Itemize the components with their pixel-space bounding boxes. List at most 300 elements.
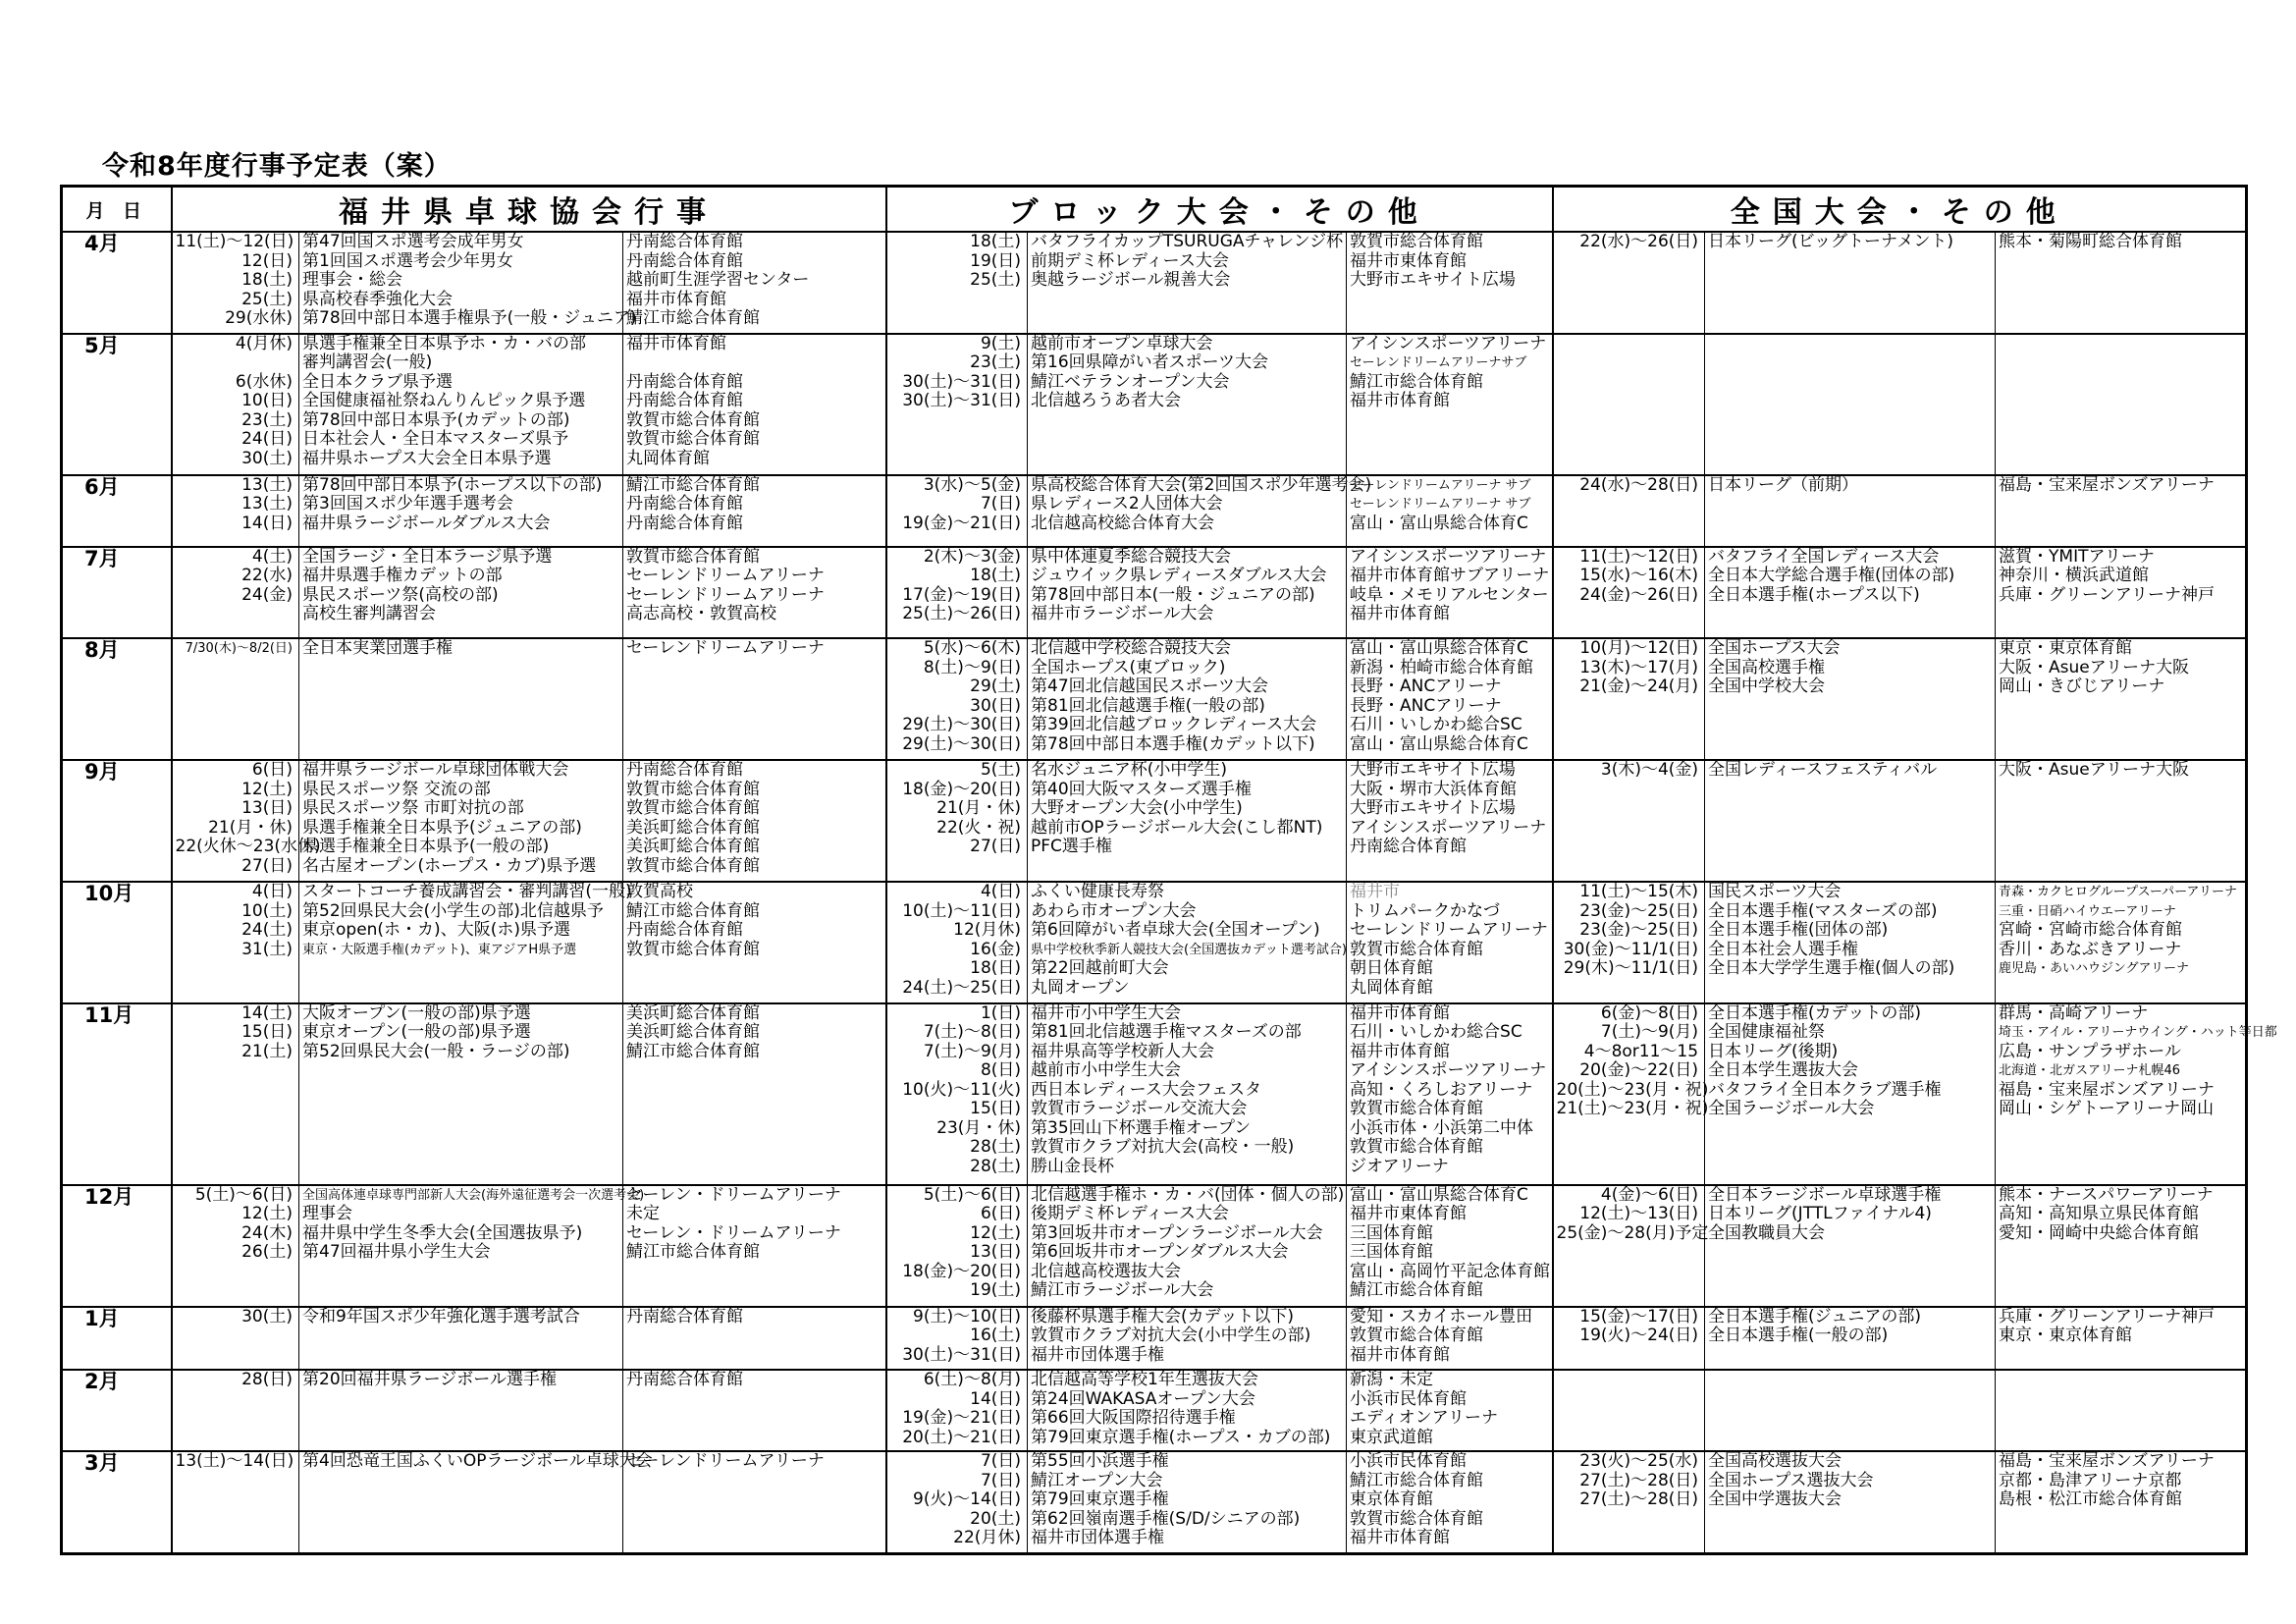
national-venue: 大阪・Asueアリーナ大阪 bbox=[1999, 657, 2190, 677]
block-venue: 富山・富山県総合体育C bbox=[1350, 513, 1528, 533]
block-event: 第16回県障がい者スポーツ大会 bbox=[1031, 352, 1268, 373]
fukui-date: 30(土) bbox=[241, 448, 293, 468]
fukui-event: 第78回中部日本県予(カデットの部) bbox=[302, 409, 570, 430]
block-date: 24(土)～25(日) bbox=[902, 977, 1022, 998]
fukui-venue: 敦賀市総合体育館 bbox=[626, 855, 760, 876]
block-date: 8(日) bbox=[980, 1060, 1022, 1081]
block-date: 30(土)～31(日) bbox=[902, 391, 1022, 411]
block-event: 後藤杯県選手権大会(カデット以下) bbox=[1031, 1306, 1294, 1326]
fukui-venue: 丹南総合体育館 bbox=[626, 232, 743, 251]
block-event: 第3回坂井市オープンラージボール大会 bbox=[1031, 1222, 1323, 1243]
national-venue: 島根・松江市総合体育館 bbox=[1999, 1489, 2183, 1510]
schedule-table bbox=[60, 185, 2277, 1555]
block-date: 4(日) bbox=[980, 882, 1022, 902]
fukui-date: 13(土) bbox=[241, 474, 293, 495]
national-event: バタフライ全国レディース大会 bbox=[1708, 546, 1940, 567]
national-event: 全日本選手権(一般の部) bbox=[1708, 1326, 1889, 1346]
block-venue: 石川・いしかわ総合SC bbox=[1350, 715, 1522, 735]
block-event: 全国ホープス(東ブロック) bbox=[1031, 657, 1226, 677]
fukui-venue: 鯖江市総合体育館 bbox=[626, 1242, 760, 1263]
national-date: 3(木)～4(金) bbox=[1600, 760, 1699, 781]
national-event: 全国中学選抜大会 bbox=[1708, 1489, 1842, 1510]
block-event-cell bbox=[1028, 1307, 1347, 1371]
national-venue-cell bbox=[1996, 1370, 2247, 1451]
block-event-cell bbox=[1028, 882, 1347, 1003]
fukui-venue: 越前町生涯学習センター bbox=[626, 270, 810, 290]
fukui-event: 県高校春季強化大会 bbox=[302, 289, 453, 309]
national-date: 7(土)～9(月) bbox=[1600, 1022, 1699, 1043]
block-date: 10(土)～11(日) bbox=[902, 900, 1022, 921]
fukui-event: 東京オープン(一般の部)県予選 bbox=[302, 1022, 531, 1043]
national-date: 20(土)～23(月・祝) bbox=[1556, 1079, 1709, 1100]
block-event: 福井市ラージボール大会 bbox=[1031, 604, 1214, 624]
block-date: 30(日) bbox=[970, 695, 1022, 716]
national-venue: 大阪・Asueアリーナ大阪 bbox=[1999, 760, 2190, 781]
national-venue: 滋賀・YMITアリーナ bbox=[1999, 546, 2155, 567]
national-venue-cell bbox=[1996, 882, 2247, 1003]
block-date: 20(土) bbox=[970, 1508, 1022, 1529]
fukui-event: 大阪オープン(一般の部)県予選 bbox=[302, 1002, 531, 1023]
national-venue: 岡山・きびじアリーナ bbox=[1999, 677, 2165, 697]
block-date: 25(土)～26(日) bbox=[902, 604, 1022, 624]
fukui-date: 4(土) bbox=[251, 546, 293, 567]
block-date: 12(月休) bbox=[953, 920, 1022, 941]
block-date: 18(日) bbox=[970, 958, 1022, 979]
fukui-venue: 敦賀市総合体育館 bbox=[626, 939, 760, 959]
block-event: 第66回大阪国際招待選手権 bbox=[1031, 1408, 1236, 1429]
fukui-event-cell bbox=[299, 475, 623, 547]
block-date-cell bbox=[886, 1370, 1028, 1451]
block-event: 北信越ろうあ者大会 bbox=[1031, 391, 1182, 411]
block-event-cell bbox=[1028, 760, 1347, 882]
fukui-event-cell bbox=[299, 1370, 623, 1451]
block-date: 22(火・祝) bbox=[936, 817, 1022, 838]
block-date: 1(日) bbox=[980, 1002, 1022, 1023]
national-event: 全国中学校大会 bbox=[1708, 677, 1826, 697]
national-date: 12(土)～13(日) bbox=[1579, 1204, 1699, 1224]
block-venue-cell bbox=[1347, 882, 1553, 1003]
month-label: 2月 bbox=[62, 1370, 172, 1451]
national-venue-cell bbox=[1996, 638, 2247, 760]
fukui-date: 5(土)～6(日) bbox=[194, 1184, 293, 1205]
national-event: 日本リーグ(JTTLファイナル4) bbox=[1708, 1204, 1932, 1224]
block-venue: 石川・いしかわ総合SC bbox=[1350, 1022, 1522, 1043]
block-event: PFC選手権 bbox=[1031, 837, 1112, 857]
fukui-event: 第4回恐竜王国ふくいOPラージボール卓球大会 bbox=[302, 1451, 653, 1472]
block-venue-cell bbox=[1347, 232, 1553, 334]
block-event: 第22回越前町大会 bbox=[1031, 958, 1169, 979]
block-date: 27(日) bbox=[970, 837, 1022, 857]
block-event: 北信越高校総合体育大会 bbox=[1031, 513, 1215, 533]
fukui-event: 東京・大阪選手権(カデット)、東アジアH県予選 bbox=[302, 942, 577, 957]
national-event: 全国高校選手権 bbox=[1708, 657, 1826, 677]
fukui-venue-cell bbox=[623, 882, 886, 1003]
schedule-body bbox=[62, 232, 2277, 1554]
fukui-date: 27(日) bbox=[241, 855, 293, 876]
fukui-event: 県選手権兼全日本県予(ジュニアの部) bbox=[302, 817, 582, 838]
national-venue-cell bbox=[1996, 1451, 2247, 1553]
national-event: 国民スポーツ大会 bbox=[1708, 882, 1842, 902]
block-event: 奥越ラージボール親善大会 bbox=[1031, 270, 1231, 290]
block-venue-cell bbox=[1347, 334, 1553, 475]
national-event: バタフライ全日本クラブ選手権 bbox=[1708, 1079, 1942, 1100]
block-venue: 大野市エキサイト広場 bbox=[1350, 760, 1516, 781]
block-venue-cell bbox=[1347, 760, 1553, 882]
block-venue: 福井市東体育館 bbox=[1350, 1204, 1468, 1224]
national-date-cell bbox=[1553, 1370, 1705, 1451]
fukui-date: 14(日) bbox=[241, 513, 293, 533]
fukui-event: 福井県選手権カデットの部 bbox=[302, 566, 503, 586]
month-label: 4月 bbox=[62, 232, 172, 334]
national-venue: 北海道・北ガスアリーナ札幌46 bbox=[1999, 1063, 2181, 1079]
block-date: 19(日) bbox=[970, 250, 1022, 271]
block-date-cell bbox=[886, 232, 1028, 334]
national-date: 15(水)～16(木) bbox=[1579, 566, 1699, 586]
fukui-venue: 敦賀高校 bbox=[626, 882, 693, 902]
national-venue-cell bbox=[1996, 1307, 2247, 1371]
fukui-event: 理事会 bbox=[302, 1204, 352, 1224]
national-event: 全日本選手権(団体の部) bbox=[1708, 920, 1889, 941]
block-event: 越前市オープン卓球大会 bbox=[1031, 333, 1213, 353]
block-event: 県高校総合体育大会(第2回国スポ少年選考会) bbox=[1031, 474, 1372, 495]
national-date-cell bbox=[1553, 1184, 1709, 1307]
month-row bbox=[62, 1307, 2247, 1371]
block-event: 県中体連夏季総合競技大会 bbox=[1031, 546, 1232, 567]
block-event: 敦賀市ラージボール交流大会 bbox=[1031, 1099, 1248, 1119]
fukui-venue: 美浜町総合体育館 bbox=[626, 817, 760, 838]
block-event: 福井市小中学生大会 bbox=[1031, 1002, 1182, 1023]
fukui-date: 25(土) bbox=[241, 289, 293, 309]
block-date-cell bbox=[886, 882, 1028, 1003]
block-date: 30(土)～31(日) bbox=[902, 371, 1022, 392]
national-event: 全国健康福祉祭 bbox=[1708, 1022, 1826, 1043]
block-date: 18(金)～20(日) bbox=[902, 779, 1022, 799]
fukui-venue: 丹南総合体育館 bbox=[626, 760, 743, 781]
national-date: 29(木)～11/1(日) bbox=[1563, 958, 1699, 979]
block-venue: 敦賀市総合体育館 bbox=[1350, 939, 1484, 959]
fukui-venue: 美浜町総合体育館 bbox=[626, 837, 760, 857]
fukui-date bbox=[176, 605, 294, 624]
block-date: 28(土) bbox=[970, 1156, 1022, 1176]
national-event: 全日本ラージボール卓球選手権 bbox=[1708, 1184, 1942, 1205]
block-date: 7(日) bbox=[980, 1451, 1022, 1472]
national-event-cell bbox=[1705, 1370, 1996, 1451]
month-label: 10月 bbox=[62, 882, 172, 1003]
fukui-event: 第78回中部日本選手権県予(一般・ジュニア) bbox=[302, 308, 637, 328]
block-event-cell bbox=[1028, 232, 1347, 334]
national-venue: 熊本・ナースパワーアリーナ bbox=[1999, 1184, 2214, 1205]
fukui-date: 21(土) bbox=[241, 1041, 293, 1061]
header-fukui-events: 福井県卓球協会行事 bbox=[172, 187, 886, 233]
block-venue: エディオンアリーナ bbox=[1350, 1408, 1498, 1429]
block-date: 20(土)～21(日) bbox=[902, 1427, 1022, 1447]
fukui-date: 13(日) bbox=[241, 798, 293, 819]
national-event: 全国ラージボール大会 bbox=[1708, 1099, 1875, 1119]
block-date: 7(日) bbox=[980, 494, 1022, 514]
national-venue: 神奈川・横浜武道館 bbox=[1999, 566, 2150, 586]
national-venue: 鹿児島・あいハウジングアリーナ bbox=[1999, 961, 2189, 977]
fukui-date: 24(木) bbox=[241, 1222, 293, 1243]
national-event-cell bbox=[1705, 334, 1996, 475]
block-venue: 鯖江市総合体育館 bbox=[1350, 1470, 1484, 1490]
national-venue: 兵庫・グリーンアリーナ神戸 bbox=[1999, 584, 2216, 605]
national-venue: 広島・サンプラザホール bbox=[1999, 1041, 2181, 1061]
national-event: 日本リーグ(後期) bbox=[1708, 1041, 1839, 1061]
block-venue: 新潟・柏崎市総合体育館 bbox=[1350, 657, 1534, 677]
block-venue: 三国体育館 bbox=[1350, 1222, 1434, 1243]
block-venue: 福井市体育館 bbox=[1350, 1041, 1451, 1061]
block-venue: 長野・ANCアリーナ bbox=[1350, 677, 1502, 697]
block-date: 14(日) bbox=[970, 1388, 1022, 1409]
national-date-cell bbox=[1553, 547, 1705, 639]
block-venue: 大阪・堺市大浜体育館 bbox=[1350, 779, 1518, 799]
block-event: 第78回中部日本選手権(カデット以下) bbox=[1031, 733, 1315, 754]
fukui-date: 13(土)～14(日) bbox=[175, 1451, 294, 1472]
national-event-cell bbox=[1705, 882, 1996, 1003]
month-row bbox=[62, 882, 2247, 1003]
fukui-event-cell bbox=[299, 638, 623, 760]
national-date-cell bbox=[1553, 1002, 1709, 1185]
fukui-venue: セーレンドリームアリーナ bbox=[626, 566, 825, 586]
block-event: 鯖江オープン大会 bbox=[1031, 1470, 1163, 1490]
block-date: 29(土)～30(日) bbox=[902, 733, 1022, 754]
fukui-event: 県選手権兼全日本県予ホ・カ・バの部 bbox=[302, 333, 586, 353]
block-venue: トリムパークかなづ bbox=[1350, 900, 1501, 921]
fukui-date: 15(日) bbox=[241, 1022, 293, 1043]
block-event: あわら市オープン大会 bbox=[1031, 900, 1197, 921]
national-event-cell bbox=[1705, 232, 1996, 334]
month-label: 7月 bbox=[62, 547, 172, 639]
block-date-cell bbox=[886, 334, 1028, 475]
block-event: 福井県高等学校新人大会 bbox=[1031, 1041, 1215, 1061]
block-venue: 愛知・スカイホール豊田 bbox=[1350, 1306, 1533, 1326]
month-row bbox=[62, 1370, 2247, 1451]
block-venue-cell bbox=[1347, 638, 1553, 760]
fukui-event: 全国健康福祉祭ねんりんピック県予選 bbox=[302, 391, 586, 411]
block-event: 前期デミ杯レディース大会 bbox=[1031, 250, 1229, 271]
national-venue: 青森・カクヒログループスーパーアリーナ bbox=[1999, 885, 2238, 900]
fukui-event: 第52回県民大会(小学生の部)北信越県予 bbox=[302, 900, 604, 921]
block-date: 29(土)～30(日) bbox=[902, 715, 1022, 735]
fukui-venue: 敦賀市総合体育館 bbox=[626, 409, 760, 430]
block-venue: 富山・富山県総合体育C bbox=[1350, 733, 1528, 754]
block-event: ジュウイック県レディースダブルス大会 bbox=[1031, 566, 1327, 586]
fukui-event: 第20回福井県ラージボール選手権 bbox=[302, 1370, 557, 1390]
fukui-date: 6(水休) bbox=[235, 371, 293, 392]
national-event: 全日本社会人選手権 bbox=[1708, 939, 1859, 959]
national-event-cell bbox=[1705, 1003, 1996, 1185]
fukui-event-cell bbox=[299, 1451, 653, 1553]
fukui-venue: セーレン・ドリームアリーナ bbox=[626, 1184, 841, 1205]
national-date: 23(金)～25(日) bbox=[1579, 920, 1699, 941]
block-event: 越前市OPラージボール大会(こし都NT) bbox=[1031, 817, 1323, 838]
national-date: 24(水)～28(日) bbox=[1579, 474, 1699, 495]
national-date-cell bbox=[1553, 1451, 1705, 1553]
block-date: 6(日) bbox=[980, 1204, 1022, 1224]
national-venue: 岡山・シゲトーアリーナ岡山 bbox=[1999, 1099, 2215, 1119]
block-venue: 福井市体育館 bbox=[1350, 1528, 1451, 1548]
block-venue: 長野・ANCアリーナ bbox=[1350, 695, 1502, 716]
block-date: 23(土) bbox=[970, 352, 1022, 373]
national-venue: 福島・宝来屋ボンズアリーナ bbox=[1999, 1079, 2215, 1100]
month-label: 5月 bbox=[62, 334, 172, 475]
national-venue-cell bbox=[1996, 1185, 2247, 1307]
fukui-venue: セーレンドリームアリーナ bbox=[626, 584, 825, 605]
block-date: 29(土) bbox=[970, 677, 1022, 697]
national-date: 27(土)～28(日) bbox=[1579, 1489, 1699, 1510]
fukui-date: 13(土) bbox=[241, 494, 293, 514]
national-venue-cell bbox=[1996, 760, 2247, 882]
block-event: 第78回中部日本(一般・ジュニアの部) bbox=[1031, 584, 1315, 605]
national-date-cell bbox=[1553, 1307, 1705, 1371]
national-date: 25(金)～28(月)予定 bbox=[1556, 1222, 1709, 1243]
national-event: 日本リーグ(ビッグトーナメント) bbox=[1708, 232, 1953, 251]
block-date: 19(金)～21(日) bbox=[902, 513, 1022, 533]
national-venue: 東京・東京体育館 bbox=[1999, 1326, 2133, 1346]
fukui-venue: 丹南総合体育館 bbox=[626, 920, 743, 941]
block-date: 18(土) bbox=[970, 566, 1022, 586]
month-row bbox=[62, 475, 2247, 547]
national-date: 22(水)～26(日) bbox=[1579, 232, 1699, 251]
block-venue: 大野市エキサイト広場 bbox=[1350, 270, 1516, 290]
month-row bbox=[62, 638, 2247, 760]
national-venue: 埼玉・アイル・アリーナウイング・ハット等日都 bbox=[1999, 1025, 2277, 1041]
fukui-date: 4(日) bbox=[251, 882, 293, 902]
fukui-venue-cell bbox=[623, 638, 886, 760]
block-event: 北信越選手権ホ・カ・バ(団体・個人の部) bbox=[1031, 1184, 1345, 1205]
fukui-date: 24(土) bbox=[241, 920, 293, 941]
block-date: 5(土) bbox=[980, 760, 1022, 781]
fukui-date-cell bbox=[172, 638, 299, 760]
fukui-date: 10(土) bbox=[241, 900, 293, 921]
fukui-event-cell bbox=[299, 547, 623, 639]
fukui-venue: 未定 bbox=[626, 1204, 660, 1224]
fukui-venue: 丹南総合体育館 bbox=[626, 1306, 743, 1326]
block-venue: 鯖江市総合体育館 bbox=[1350, 371, 1484, 392]
block-date: 8(土)～9(日) bbox=[923, 657, 1022, 677]
block-venue-cell bbox=[1347, 1370, 1553, 1451]
block-date: 13(日) bbox=[970, 1242, 1022, 1263]
fukui-event: 第47回国スポ選考会成年男女 bbox=[302, 232, 524, 251]
block-event: 第55回小浜選手権 bbox=[1031, 1451, 1169, 1472]
block-event: 後期デミ杯レディース大会 bbox=[1031, 1204, 1229, 1224]
fukui-event: 県民スポーツ祭 交流の部 bbox=[302, 779, 491, 799]
national-venue: 兵庫・グリーンアリーナ神戸 bbox=[1999, 1306, 2216, 1326]
fukui-event: 名古屋オープン(ホープス・カブ)県予選 bbox=[302, 855, 597, 876]
block-event-cell bbox=[1028, 638, 1347, 760]
fukui-date: 24(金) bbox=[241, 584, 293, 605]
national-date-cell bbox=[1553, 334, 1705, 475]
national-event: 全国ホープス大会 bbox=[1708, 638, 1841, 659]
national-event-cell bbox=[1705, 1307, 1996, 1371]
block-date: 7(日) bbox=[980, 1470, 1022, 1490]
fukui-venue: 丹南総合体育館 bbox=[626, 494, 743, 514]
national-date: 21(土)～23(月・祝) bbox=[1556, 1099, 1709, 1119]
fukui-date-cell bbox=[172, 882, 299, 1003]
block-event: 第47回北信越国民スポーツ大会 bbox=[1031, 677, 1268, 697]
block-event-cell bbox=[1028, 334, 1347, 475]
block-event: ふくい健康長寿祭 bbox=[1031, 882, 1165, 902]
fukui-event: 福井県ホープス大会全日本県予選 bbox=[302, 448, 552, 468]
month-label: 9月 bbox=[62, 760, 172, 882]
block-event: 勝山金長杯 bbox=[1031, 1156, 1115, 1176]
national-date: 11(土)～12(日) bbox=[1579, 546, 1699, 567]
block-date: 17(金)～19(日) bbox=[902, 584, 1022, 605]
fukui-venue: 敦賀市総合体育館 bbox=[626, 429, 760, 450]
block-date: 5(水)～6(木) bbox=[923, 638, 1022, 659]
block-date: 28(土) bbox=[970, 1137, 1022, 1158]
month-label: 11月 bbox=[62, 1003, 172, 1185]
national-event-cell bbox=[1705, 760, 1996, 882]
block-date: 19(金)～21(日) bbox=[902, 1408, 1022, 1429]
block-date: 7(土)～9(月) bbox=[923, 1041, 1022, 1061]
block-event: 鯖江市ラージボール大会 bbox=[1031, 1280, 1214, 1301]
fukui-event: 第47回福井県小学生大会 bbox=[302, 1242, 491, 1263]
block-venue: 鯖江市総合体育館 bbox=[1350, 1280, 1484, 1301]
month-row bbox=[62, 232, 2247, 334]
fukui-event: 審判講習会(一般) bbox=[302, 352, 433, 373]
fukui-venue-cell bbox=[623, 760, 886, 882]
fukui-venue-cell bbox=[623, 1003, 886, 1185]
block-venue: 東京武道館 bbox=[1350, 1427, 1434, 1447]
block-venue: 敦賀市総合体育館 bbox=[1350, 1137, 1484, 1158]
block-date: 7(土)～8(日) bbox=[923, 1022, 1022, 1043]
block-date: 5(土)～6(日) bbox=[923, 1184, 1022, 1205]
fukui-date: 22(火休～23(水休) bbox=[175, 837, 321, 857]
national-venue: 熊本・菊陽町総合体育館 bbox=[1999, 232, 2183, 251]
fukui-venue: 丸岡体育館 bbox=[626, 448, 710, 468]
block-date: 2(木)～3(金) bbox=[923, 546, 1022, 567]
fukui-date: 31(土) bbox=[241, 939, 293, 959]
national-event: 全国レディースフェスティバル bbox=[1708, 760, 1938, 781]
national-venue: 三重・日硝ハイウエーアリーナ bbox=[1999, 903, 2176, 919]
block-venue: 高知・くろしおアリーナ bbox=[1350, 1079, 1533, 1100]
fukui-event: スタートコーチ養成講習会・審判講習(一般) bbox=[302, 882, 632, 902]
document-title: 令和8年度行事予定表（案） bbox=[102, 151, 452, 182]
block-date-cell bbox=[886, 760, 1028, 882]
fukui-venue: 福井市体育館 bbox=[626, 289, 726, 309]
block-event: 第79回東京選手権(ホープス・カブの部) bbox=[1031, 1427, 1331, 1447]
national-event: 日本リーグ（前期） bbox=[1708, 474, 1859, 495]
block-venue: セーレンドリームアリーナ bbox=[1350, 920, 1548, 941]
fukui-date bbox=[176, 353, 294, 373]
month-label: 12月 bbox=[62, 1185, 172, 1307]
fukui-event: 県民スポーツ祭 市町対抗の部 bbox=[302, 798, 524, 819]
fukui-event: 福井県ラージボールダブルス大会 bbox=[302, 513, 551, 533]
block-date-cell bbox=[886, 475, 1028, 547]
national-date: 24(金)～26(日) bbox=[1579, 584, 1699, 605]
block-venue: 東京体育館 bbox=[1350, 1489, 1434, 1510]
month-row bbox=[62, 1185, 2247, 1307]
fukui-venue: セーレン・ドリームアリーナ bbox=[626, 1222, 841, 1243]
national-event: 全国高校選抜大会 bbox=[1708, 1451, 1842, 1472]
fukui-event-cell bbox=[299, 760, 623, 882]
block-date: 15(日) bbox=[970, 1099, 1022, 1119]
month-label: 3月 bbox=[62, 1451, 172, 1553]
block-event: 越前市小中学生大会 bbox=[1031, 1060, 1182, 1081]
fukui-event: 全日本実業団選手権 bbox=[302, 638, 453, 659]
fukui-venue: 丹南総合体育館 bbox=[626, 1370, 743, 1390]
block-date: 19(土) bbox=[970, 1280, 1022, 1301]
fukui-venue: 丹南総合体育館 bbox=[626, 250, 743, 271]
fukui-date: 4(月休) bbox=[235, 333, 293, 353]
fukui-date-cell bbox=[172, 1307, 299, 1371]
fukui-date: 21(月・休) bbox=[208, 817, 293, 838]
fukui-event: 第1回国スポ選考会少年男女 bbox=[302, 250, 513, 271]
fukui-venue-cell bbox=[623, 1185, 886, 1307]
block-event: 県レディース2人団体大会 bbox=[1031, 494, 1223, 514]
national-venue-cell bbox=[1996, 232, 2247, 334]
